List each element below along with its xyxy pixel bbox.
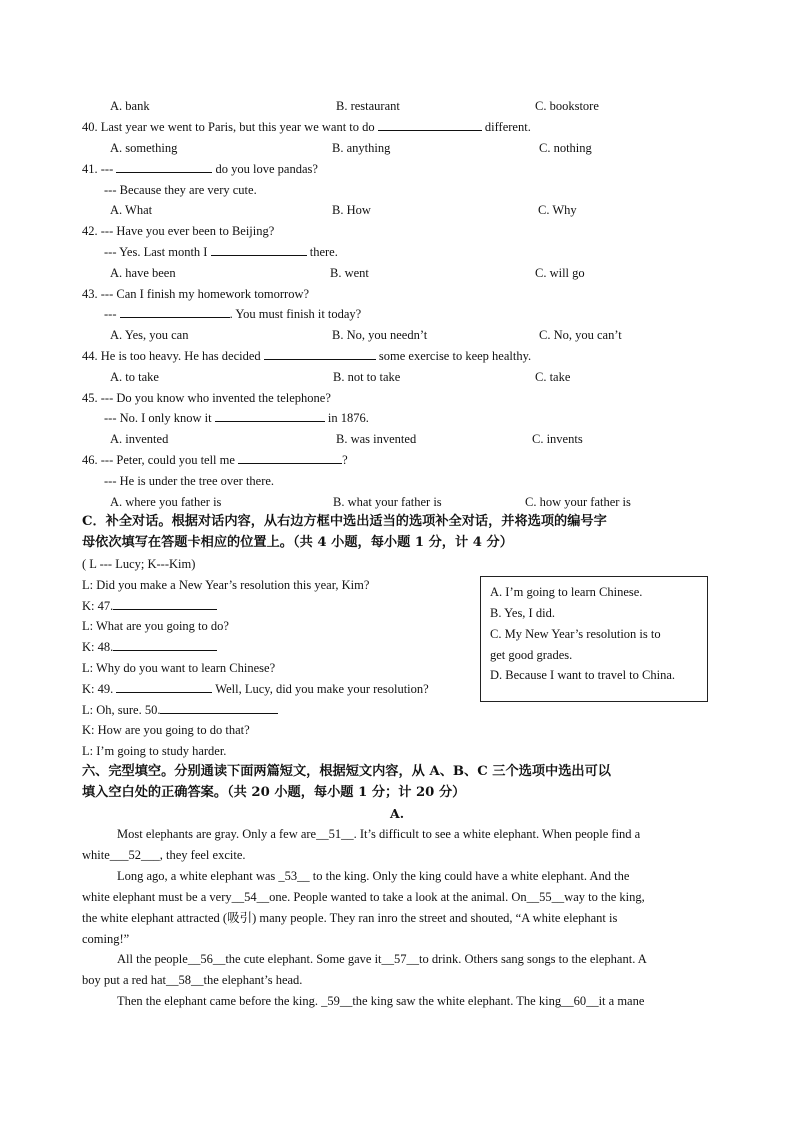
p4-text-b: one. People wanted to take a look at the animal. On <box>269 890 527 904</box>
q41-option-a: A. What <box>110 203 153 217</box>
passage-heading: A. <box>390 806 405 821</box>
passage-line-3 <box>117 868 629 884</box>
passage-line-7 <box>117 951 647 967</box>
section-6-title-line2: 填入空白处的正确答案。（共 20 小题，每小题 1 分；计 20 分） <box>82 785 466 800</box>
p7-text-a: All the people <box>117 952 188 966</box>
p7-text-b: the cute elephant. Some gave it <box>225 952 382 966</box>
p8-text-a: boy put a red hat <box>82 973 167 987</box>
q46-stem <box>82 452 348 468</box>
p9-text-b: the king saw the white elephant. The king <box>352 994 562 1008</box>
p1-text-b: . It’s difficult to see a white elephant. When people find a <box>353 827 641 841</box>
q42-option-c: C. will go <box>535 266 585 280</box>
section-c-title-line1: C．补全对话。根据对话内容，从右边方框中选出适当的选项补全对话，并将选项的编号字 <box>82 514 607 529</box>
q42-option-a: A. have been <box>110 266 176 280</box>
q46-answer-line: --- He is under the tree over there. <box>104 474 275 488</box>
q46-text-post: ? <box>342 453 348 467</box>
q40-option-b: B. anything <box>332 141 391 155</box>
q45-stem: 45. --- Do you know who invented the telephone? <box>82 391 331 405</box>
q42-text-post: there. <box>309 245 338 259</box>
q43-option-c: C. No, you can’t <box>539 328 622 342</box>
passage-line-6: coming!” <box>82 932 130 946</box>
q43-text-pre: --- <box>104 307 117 321</box>
dialog-line-4 <box>82 639 217 655</box>
blank-54[interactable]: __54__ <box>231 890 270 904</box>
dialog-line-7 <box>82 702 278 718</box>
dialog-49-label: K: 49. <box>82 682 114 696</box>
option-d: D. Because I want to travel to China. <box>490 668 676 682</box>
dialog-48-label: K: 48. <box>82 640 114 654</box>
q44-stem <box>82 348 531 364</box>
q41-option-c: C. Why <box>538 203 577 217</box>
blank-59[interactable]: _59__ <box>321 994 353 1008</box>
q44-blank[interactable] <box>264 348 376 360</box>
q40-text-pre: 40. Last year we went to Paris, but this year we want to do <box>82 120 375 134</box>
blank-49[interactable] <box>116 681 212 693</box>
dialog-49-post: Well, Lucy, did you make your resolution? <box>215 682 429 696</box>
q41-stem <box>82 161 318 177</box>
q43-stem: 43. --- Can I finish my homework tomorrow? <box>82 287 310 301</box>
p1-text-a: Most elephants are gray. Only a few are <box>117 827 317 841</box>
q45-blank[interactable] <box>215 410 325 422</box>
q39-option-c: C. bookstore <box>535 99 599 113</box>
q41-option-b: B. How <box>332 203 371 217</box>
q44-option-c: C. take <box>535 370 571 384</box>
q40-option-c: C. nothing <box>539 141 592 155</box>
blank-60[interactable]: __60__ <box>561 994 599 1008</box>
q41-answer-line: --- Because they are very cute. <box>104 183 257 197</box>
section-6-title-line1: 六、完型填空。分别通读下面两篇短文，根据短文内容，从 A、B、C 三个选项中选出可以 <box>82 764 611 779</box>
options-box <box>480 576 708 702</box>
q46-text-pre: 46. --- Peter, could you tell me <box>82 453 235 467</box>
blank-48[interactable] <box>113 639 217 651</box>
passage-line-8 <box>82 972 302 988</box>
q41-text-post: do you love pandas? <box>215 162 318 176</box>
p3-text-b: to the king. Only the king could have a white elephant. And the <box>312 869 630 883</box>
q46-option-a: A. where you father is <box>110 495 222 509</box>
option-a: A. I’m going to learn Chinese. <box>490 585 643 599</box>
q45-option-c: C. invents <box>532 432 583 446</box>
p4-text-c: way to the king, <box>564 890 645 904</box>
dialog-47-label: K: 47. <box>82 599 114 613</box>
p2-text-b: , they feel excite. <box>159 848 246 862</box>
blank-56[interactable]: __56__ <box>187 952 226 966</box>
q41-blank[interactable] <box>116 161 212 173</box>
blank-51[interactable]: __51__ <box>316 827 354 841</box>
section-c-title-line2: 母依次填写在答题卡相应的位置上。（共 4 小题，每小题 1 分，计 4 分） <box>82 535 513 550</box>
q39-option-b: B. restaurant <box>336 99 400 113</box>
passage-line-5: the white elephant attracted (吸引) many people. They ran inro the street and shouted, “A white elephant is <box>82 911 618 925</box>
p7-text-c: to drink. Others sang songs to the elephant. A <box>419 952 647 966</box>
dialog-line-1: L: Did you make a New Year’s resolution this year, Kim? <box>82 578 370 592</box>
passage-line-1 <box>117 826 640 842</box>
q45-option-a: A. invented <box>110 432 169 446</box>
q40-blank[interactable] <box>378 119 482 131</box>
blank-55[interactable]: __55__ <box>526 890 565 904</box>
blank-58[interactable]: __58__ <box>166 973 204 987</box>
q41-text-pre: 41. --- <box>82 162 114 176</box>
option-c-cont: get good grades. <box>490 648 573 662</box>
dialog-line-5: L: Why do you want to learn Chinese? <box>82 661 276 675</box>
q39-option-a: A. bank <box>110 99 150 113</box>
option-b: B. Yes, I did. <box>490 606 555 620</box>
p3-text-a: Long ago, a white elephant was <box>117 869 276 883</box>
passage-line-4 <box>82 889 645 905</box>
q40-text-post: different. <box>484 120 531 134</box>
q43-text-post: . You must finish it today? <box>229 307 362 321</box>
option-c: C. My New Year’s resolution is to <box>490 627 661 641</box>
q42-blank[interactable] <box>211 244 307 256</box>
p9-text-c: it a mane <box>598 994 645 1008</box>
q43-option-b: B. No, you needn’t <box>332 328 428 342</box>
dialog-line-3: L: What are you going to do? <box>82 619 229 633</box>
q42-answer-line <box>104 244 338 260</box>
dialog-line-8: K: How are you going to do that? <box>82 723 250 737</box>
q42-text-pre: --- Yes. Last month I <box>104 245 208 259</box>
blank-53[interactable]: _53__ <box>278 869 310 883</box>
q46-option-b: B. what your father is <box>333 495 442 509</box>
q45-option-b: B. was invented <box>336 432 417 446</box>
passage-line-2 <box>82 847 246 863</box>
q44-option-a: A. to take <box>110 370 159 384</box>
blank-50[interactable] <box>160 702 278 714</box>
dialog-roles: ( L --- Lucy; K---Kim) <box>82 557 196 571</box>
q43-answer-line <box>104 306 361 322</box>
dialog-50-label: L: Oh, sure. 50. <box>82 703 161 717</box>
q45-text-pre: --- No. I only know it <box>104 411 212 425</box>
q42-stem: 42. --- Have you ever been to Beijing? <box>82 224 275 238</box>
q43-option-a: A. Yes, you can <box>110 328 189 342</box>
q44-text-post: some exercise to keep healthy. <box>378 349 532 363</box>
p2-text-a: white <box>82 848 110 862</box>
q46-blank[interactable] <box>238 452 342 464</box>
q40-stem <box>82 119 531 135</box>
q45-answer-line <box>104 410 369 426</box>
dialog-line-9: L: I’m going to study harder. <box>82 744 227 758</box>
blank-57[interactable]: __57__ <box>381 952 420 966</box>
q44-text-pre: 44. He is too heavy. He has decided <box>82 349 261 363</box>
blank-47[interactable] <box>113 598 217 610</box>
q40-option-a: A. something <box>110 141 178 155</box>
q46-option-c: C. how your father is <box>525 495 631 509</box>
p4-text-a: white elephant must be a very <box>82 890 232 904</box>
dialog-line-6 <box>82 681 429 697</box>
q42-option-b: B. went <box>330 266 369 280</box>
q44-option-b: B. not to take <box>333 370 401 384</box>
p9-text-a: Then the elephant came before the king. <box>117 994 318 1008</box>
p8-text-b: the elephant’s head. <box>203 973 303 987</box>
passage-line-9 <box>117 993 644 1009</box>
blank-52[interactable]: ___52___ <box>109 848 160 862</box>
dialog-line-2 <box>82 598 217 614</box>
q43-blank[interactable] <box>120 306 230 318</box>
q45-text-post: in 1876. <box>327 411 369 425</box>
